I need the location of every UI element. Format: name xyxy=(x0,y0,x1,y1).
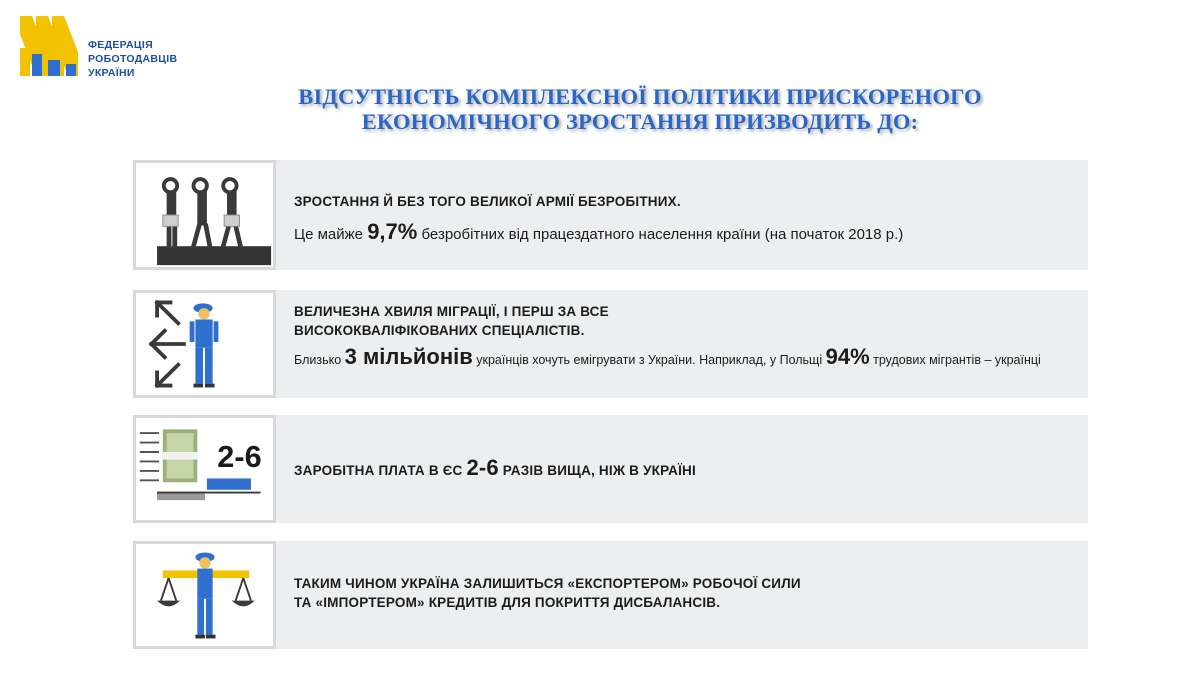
worker-scales-icon xyxy=(133,541,276,649)
logo-line-1: ФЕДЕРАЦІЯ xyxy=(88,39,153,51)
conclusion-line-2: ТА «ІМПОРТЕРОМ» КРЕДИТІВ ДЛЯ ПОКРИТТЯ ДИСБАЛАНСІВ. xyxy=(294,595,721,610)
logo-line-2: РОБОТОДАВЦІВ xyxy=(88,53,178,65)
migration-poland-share: 94% xyxy=(825,344,870,369)
row-migration xyxy=(133,290,1088,398)
logo-caption xyxy=(88,38,177,80)
unemployment-detail xyxy=(294,219,1074,245)
row-conclusion-text xyxy=(294,574,1074,612)
migration-text-1: Близько xyxy=(294,353,345,367)
money-stack-icon xyxy=(133,415,276,523)
migration-count: 3 мільйонів xyxy=(344,344,473,369)
migrating-worker-icon xyxy=(133,290,276,398)
conclusion-line-1: ТАКИМ ЧИНОМ УКРАЇНА ЗАЛИШИТЬСЯ «ЕКСПОРТЕРОМ» РОБОЧОЇ СИЛИ xyxy=(294,576,801,591)
logo-line-3: УКРАЇНИ xyxy=(88,67,135,79)
migration-heading-line-2: ВИСОКОКВАЛІФІКОВАНИХ СПЕЦІАЛІСТІВ. xyxy=(294,323,585,338)
wage-ratio-icon-label: 2-6 xyxy=(217,440,262,475)
unemployment-rate: 9,7% xyxy=(367,219,418,244)
title-line-1: ВІДСУТНІСТЬ КОМПЛЕКСНОЇ ПОЛІТИКИ ПРИСКОРЕНОГО xyxy=(298,84,982,109)
migration-text-3: трудових мігрантів – українці xyxy=(869,353,1041,367)
row-wages-text xyxy=(294,455,1074,480)
unemployment-text-after: безробітних від працездатного населення країни (на початок 2018 р.) xyxy=(417,226,904,243)
migration-detail xyxy=(294,344,1074,369)
migration-text-2: українців хочуть емігрувати з України. Наприклад, у Польщі xyxy=(472,353,826,367)
row-unemployment xyxy=(133,160,1088,270)
unemployed-people-icon xyxy=(133,160,276,270)
wages-text-after: РАЗІВ ВИЩА, НІЖ В УКРАЇНІ xyxy=(498,463,696,478)
row-conclusion xyxy=(133,541,1088,649)
slide-title xyxy=(210,84,1070,134)
federation-logo xyxy=(18,14,218,84)
wages-text-before: ЗАРОБІТНА ПЛАТА В ЄС xyxy=(294,463,467,478)
wages-ratio: 2-6 xyxy=(466,455,499,480)
wages-sentence xyxy=(294,455,1074,480)
unemployment-heading: ЗРОСТАННЯ Й БЕЗ ТОГО ВЕЛИКОЇ АРМІЇ БЕЗРОБІТНИХ. xyxy=(294,194,681,209)
federation-stripes-logo-icon xyxy=(18,14,80,78)
title-line-2: ЕКОНОМІЧНОГО ЗРОСТАННЯ ПРИЗВОДИТЬ ДО: xyxy=(361,109,919,134)
row-wages xyxy=(133,415,1088,523)
migration-heading-line-1: ВЕЛИЧЕЗНА ХВИЛЯ МІГРАЦІЇ, І ПЕРШ ЗА ВСЕ xyxy=(294,304,609,319)
row-migration-text xyxy=(294,302,1074,368)
row-unemployment-text xyxy=(294,192,1074,245)
unemployment-text-before: Це майже xyxy=(294,226,368,243)
